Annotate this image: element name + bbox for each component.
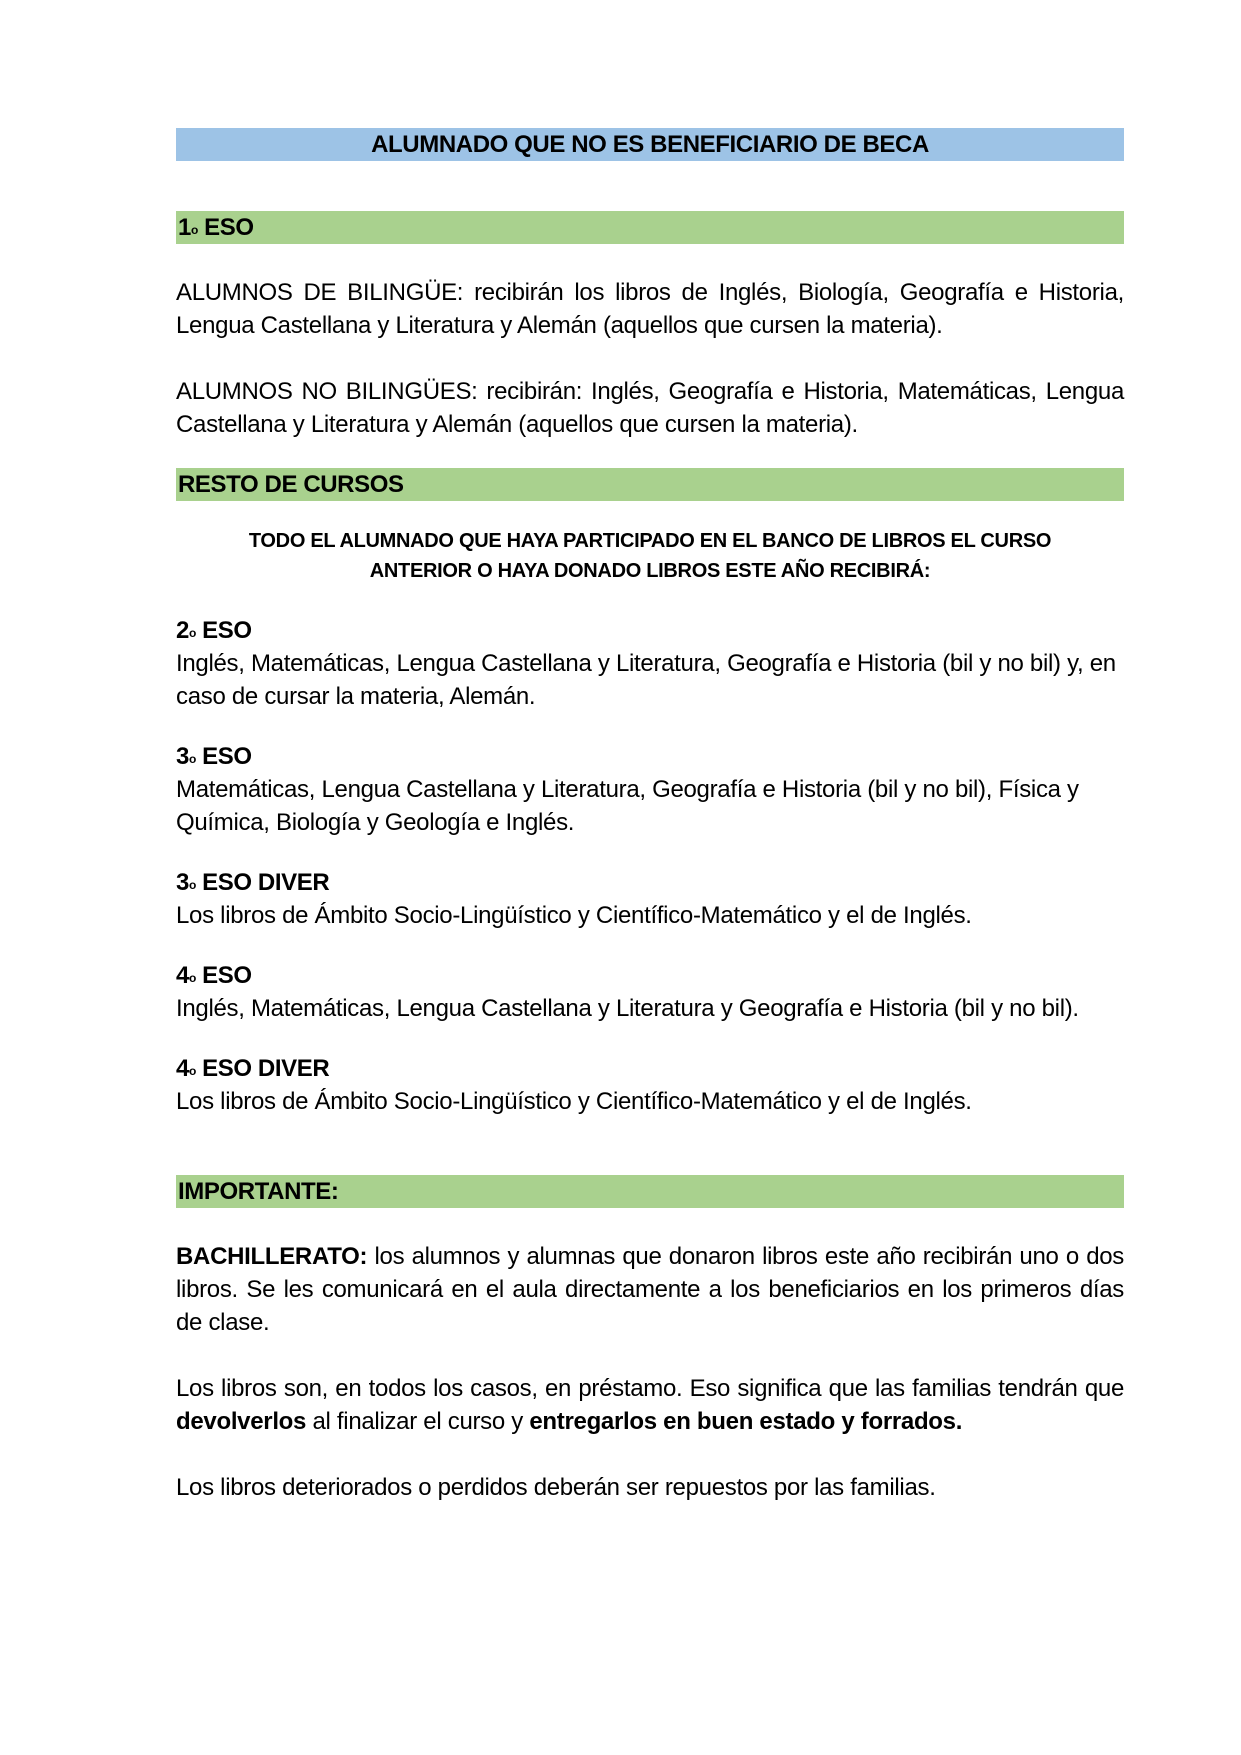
bilingual-paragraph: ALUMNOS DE BILINGÜE: recibirán los libros de Inglés, Biología, Geografía e Historia, Lengua Castellana y Literatura y Alemán (aquellos que cursen la materia). <box>176 279 1124 339</box>
course-label: ESO <box>195 743 252 770</box>
course-block-4-eso <box>176 959 1124 1025</box>
course-sup: o <box>188 971 196 985</box>
bachillerato-label: BACHILLERATO: <box>176 1243 368 1270</box>
section-heading-1-eso <box>176 211 1124 244</box>
loan-text-1: Los libros son, en todos los casos, en préstamo. Eso significa que las familias tendrán que <box>176 1375 1124 1402</box>
course-text: Inglés, Matemáticas, Lengua Castellana y Literatura y Geografía e Historia (bil y no bil). <box>176 995 1079 1022</box>
course-block-2-eso <box>176 614 1124 713</box>
course-label: ESO <box>195 617 252 644</box>
course-text: Inglés, Matemáticas, Lengua Castellana y Literatura, Geografía e Historia (bil y no bil) y, en caso de cursar la materia, Alemán. <box>176 650 1116 710</box>
section-heading-1-eso-sup: o <box>190 223 198 237</box>
course-title <box>176 866 1124 899</box>
course-sup: o <box>188 1064 196 1078</box>
rest-note-line-1: TODO EL ALUMNADO QUE HAYA PARTICIPADO EN EL BANCO DE LIBROS EL CURSO <box>248 530 1052 552</box>
course-sup: o <box>188 752 196 766</box>
loan-paragraph <box>176 1372 1124 1438</box>
course-num: 3 <box>176 743 189 770</box>
course-label: ESO DIVER <box>195 1055 330 1082</box>
course-label: ESO DIVER <box>195 869 330 896</box>
loan-bold-1: devolverlos <box>176 1408 307 1435</box>
document-page <box>176 128 1124 1504</box>
section-heading-rest: RESTO DE CURSOS <box>176 468 1124 501</box>
course-block-3-eso <box>176 740 1124 839</box>
course-sup: o <box>188 626 196 640</box>
course-sup: o <box>188 878 196 892</box>
course-text: Los libros de Ámbito Socio-Lingüístico y Científico-Matemático y el de Inglés. <box>176 902 972 929</box>
document-title-bar <box>176 128 1124 161</box>
rest-note <box>176 526 1124 586</box>
course-title <box>176 959 1124 992</box>
section-heading-1-eso-label: ESO <box>197 214 254 241</box>
course-num: 3 <box>176 869 189 896</box>
damaged-books-paragraph: Los libros deteriorados o perdidos deberán ser repuestos por las familias. <box>176 1474 936 1501</box>
document-title: ALUMNADO QUE NO ES BENEFICIARIO DE BECA <box>371 131 929 158</box>
non-bilingual-paragraph: ALUMNOS NO BILINGÜES: recibirán: Inglés, Geografía e Historia, Matemáticas, Lengua Castellana y Literatura y Alemán (aquellos que cursen la materia). <box>176 378 1124 438</box>
section-heading-important: IMPORTANTE: <box>176 1175 1124 1208</box>
course-block-3-eso-diver <box>176 866 1124 932</box>
loan-text-2: al finalizar el curso y <box>306 1408 530 1435</box>
bachillerato-paragraph <box>176 1240 1124 1339</box>
course-num: 2 <box>176 617 189 644</box>
course-label: ESO <box>195 962 252 989</box>
course-text: Los libros de Ámbito Socio-Lingüístico y Científico-Matemático y el de Inglés. <box>176 1088 972 1115</box>
course-title <box>176 614 1124 647</box>
course-text: Matemáticas, Lengua Castellana y Literatura, Geografía e Historia (bil y no bil), Física y Química, Biología y Geología e Inglés. <box>176 776 1079 836</box>
course-num: 4 <box>176 1055 189 1082</box>
bachillerato-text: los alumnos y alumnas que donaron libros este año recibirán uno o dos libros. Se les comunicará en el aula directamente a los beneficiarios en los primeros días de clase. <box>176 1243 1124 1336</box>
course-title <box>176 1052 1124 1085</box>
course-block-4-eso-diver <box>176 1052 1124 1118</box>
loan-bold-2: entregarlos en buen estado y forrados. <box>529 1408 963 1435</box>
section-heading-1-eso-num: 1 <box>178 214 191 241</box>
course-num: 4 <box>176 962 189 989</box>
course-title <box>176 740 1124 773</box>
rest-note-line-2: ANTERIOR O HAYA DONADO LIBROS ESTE AÑO RECIBIRÁ: <box>369 560 931 582</box>
